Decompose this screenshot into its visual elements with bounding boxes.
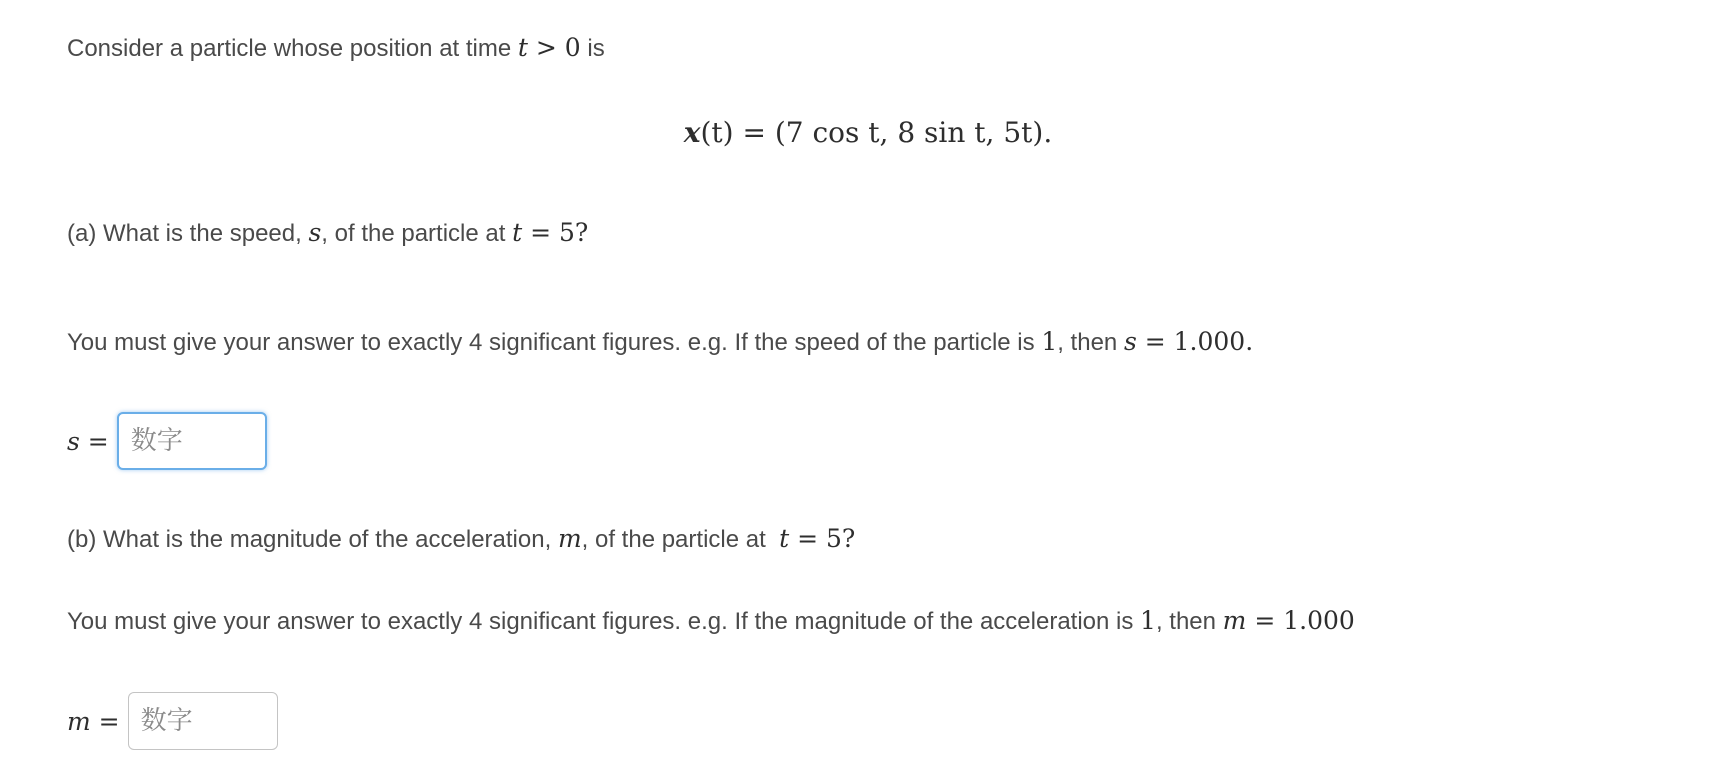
acceleration-input-label-eq: = [90, 706, 120, 736]
equation-lhs-arg: (t) [700, 116, 734, 149]
acceleration-input-label [67, 707, 120, 736]
intro-math-var: t [517, 33, 528, 62]
part-b-question-var: m [557, 524, 582, 553]
speed-input[interactable] [117, 412, 267, 470]
equation-equals: = [733, 116, 775, 149]
intro-math-op: > 0 [527, 33, 581, 62]
speed-answer-row [67, 412, 267, 470]
part-a-instruction-var: s [1123, 327, 1137, 356]
part-a-question-var: s [308, 218, 322, 247]
part-a-question-math-var: t [512, 218, 523, 247]
part-a-question-math-rest: = 5? [522, 218, 589, 247]
part-b-question-prefix: (b) What is the magnitude of the acceleration, [67, 526, 552, 553]
speed-input-label [67, 427, 109, 456]
part-a-question-middle: , of the particle at [321, 220, 506, 247]
part-b-instruction [67, 606, 1355, 637]
part-b-instruction-then: , then [1155, 608, 1216, 635]
part-b-question-middle: , of the particle at [581, 526, 766, 553]
acceleration-answer-row [67, 692, 278, 750]
intro-text-before: Consider a particle whose position at time [67, 35, 512, 62]
part-a-instruction-text: You must give your answer to exactly 4 significant figures. e.g. If the speed of the particle is [67, 329, 1035, 356]
part-a-question-prefix: (a) What is the speed, [67, 220, 302, 247]
part-b-question-math-var: t [779, 524, 790, 553]
part-b-instruction-result: = 1.000 [1246, 606, 1355, 635]
part-b-instruction-text: You must give your answer to exactly 4 significant figures. e.g. If the magnitude of the acceleration is [67, 608, 1134, 635]
part-a-instruction-then: , then [1057, 329, 1118, 356]
intro-text [67, 33, 605, 64]
part-b-instruction-value: 1 [1140, 606, 1156, 635]
part-b-question-math-rest: = 5? [789, 524, 856, 553]
intro-text-after: is [587, 35, 605, 62]
part-a-question [67, 218, 588, 249]
speed-input-label-eq: = [79, 426, 109, 456]
part-b-question [67, 524, 855, 555]
part-a-instruction-result: = 1.000. [1136, 327, 1254, 356]
acceleration-input-label-var: m [67, 706, 91, 736]
part-a-instruction-value: 1 [1041, 327, 1058, 356]
equation-rhs: (7 cos t, 8 sin t, 5t). [774, 116, 1053, 149]
speed-input-label-var: s [67, 426, 80, 456]
position-equation [0, 116, 1736, 150]
part-b-instruction-var: m [1222, 606, 1247, 635]
equation-vector: x [683, 116, 701, 149]
part-a-instruction [67, 327, 1253, 358]
acceleration-input[interactable] [128, 692, 278, 750]
